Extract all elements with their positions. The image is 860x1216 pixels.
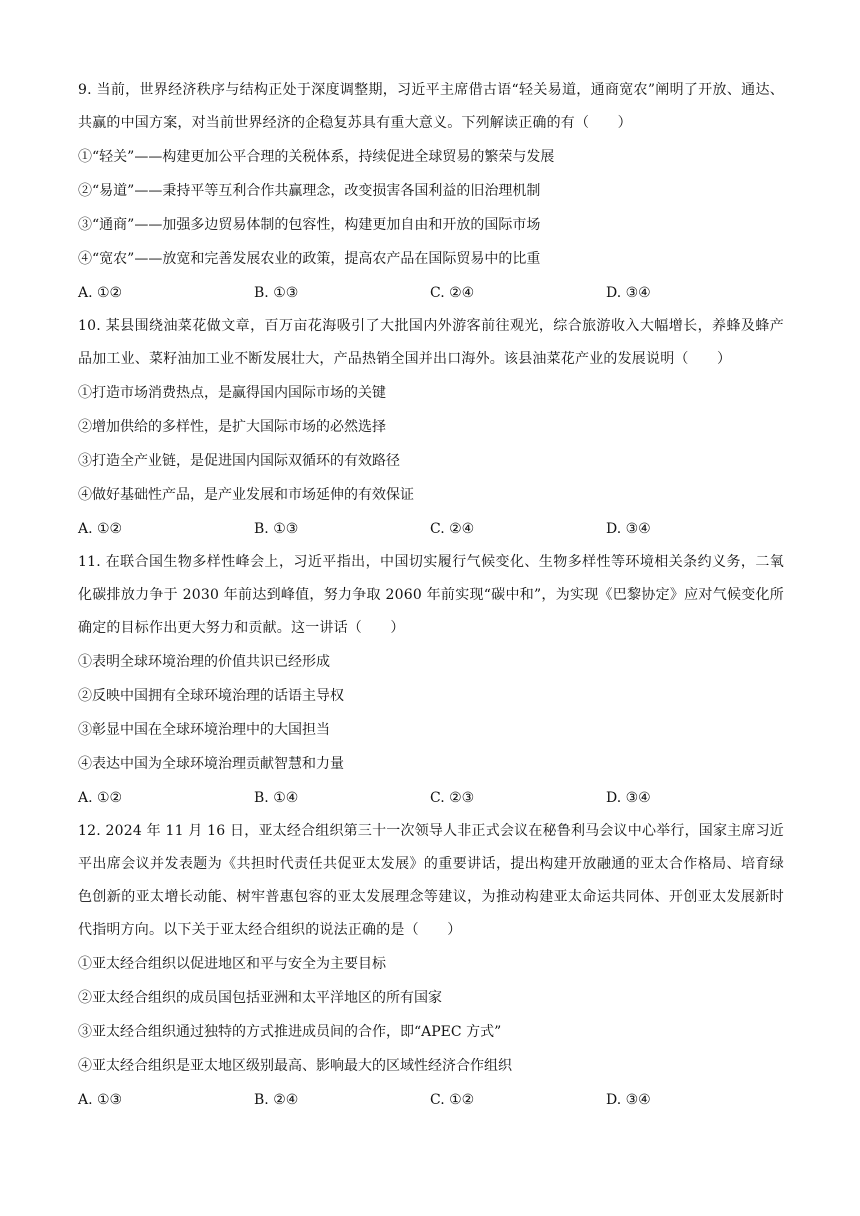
question-option: ①表明全球环境治理的价值共识已经形成	[78, 654, 330, 670]
answer-choice-c: C. ②③	[430, 790, 475, 806]
question-stem: 12. 2024 年 11 月 16 日，亚太经合组织第三十一次领导人非正式会议在秘鲁利马会议中心举行，国家主席习近平出席会议并发表题为《共担时代责任共促亚太发展》的重要讲话，提出构建开放融通的亚太合作格局、培育绿色创新的亚太增长动能、树牢普惠包容的亚太发展理念等建议，为推动构建亚太命运共同体、开创亚太发展新时代指明方向。以下关于亚太经合组织的说法正确的是（ ）	[78, 823, 784, 938]
answer-choice-c: C. ②④	[430, 285, 475, 301]
question-option: ②增加供给的多样性，是扩大国际市场的必然选择	[78, 419, 386, 435]
answer-choice-d: D. ③④	[606, 1092, 651, 1108]
question-option: ①“轻关”——构建更加公平合理的关税体系，持续促进全球贸易的繁荣与发展	[78, 149, 555, 165]
answer-choice-a: A. ①③	[78, 1092, 123, 1108]
question-option: ④“宽农”——放宽和完善发展农业的政策，提高农产品在国际贸易中的比重	[78, 251, 541, 267]
question-12	[78, 815, 784, 1117]
question-stem: 9. 当前，世界经济秩序与结构正处于深度调整期，习近平主席借古语“轻关易道，通商宽农”阐明了开放、通达、共赢的中国方案，对当前世界经济的企稳复苏具有重大意义。下列解读正确的有（ ）	[78, 82, 784, 131]
answer-choice-d: D. ③④	[606, 285, 651, 301]
question-option: ②“易道”——秉持平等互利合作共赢理念，改变损害各国利益的旧治理机制	[78, 183, 541, 199]
answer-choices	[78, 1083, 784, 1117]
answer-choice-a: A. ①②	[78, 285, 123, 301]
question-option: ②反映中国拥有全球环境治理的话语主导权	[78, 688, 344, 704]
answer-choice-a: A. ①②	[78, 790, 123, 806]
question-option: ①亚太经合组织以促进地区和平与安全为主要目标	[78, 956, 386, 972]
answer-choice-b: B. ①④	[254, 790, 299, 806]
question-option: ④做好基础性产品，是产业发展和市场延伸的有效保证	[78, 487, 414, 503]
question-option: ③打造全产业链，是促进国内国际双循环的有效路径	[78, 453, 400, 469]
answer-choice-c: C. ①②	[430, 1092, 475, 1108]
question-option: ①打造市场消费热点，是赢得国内国际市场的关键	[78, 385, 386, 401]
question-stem: 11. 在联合国生物多样性峰会上，习近平指出，中国切实履行气候变化、生物多样性等环境相关条约义务，二氧化碳排放力争于 2030 年前达到峰值，努力争取 2060 年前实现“碳中和”，为实现《巴黎协定》应对气候变化所确定的目标作出更大努力和贡献。这一讲话（ ）	[78, 554, 784, 636]
answer-choices	[78, 781, 784, 815]
question-option: ③亚太经合组织通过独特的方式推进成员间的合作，即“APEC 方式”	[78, 1024, 502, 1040]
answer-choice-a: A. ①②	[78, 521, 123, 537]
question-10	[78, 310, 784, 546]
answer-choice-b: B. ①③	[254, 521, 299, 537]
exam-page	[78, 74, 784, 1117]
answer-choice-d: D. ③④	[606, 521, 651, 537]
question-option: ②亚太经合组织的成员国包括亚洲和太平洋地区的所有国家	[78, 990, 442, 1006]
answer-choices	[78, 276, 784, 310]
question-option: ③彰显中国在全球环境治理中的大国担当	[78, 722, 330, 738]
answer-choice-d: D. ③④	[606, 790, 651, 806]
question-9	[78, 74, 784, 310]
answer-choice-b: B. ②④	[254, 1092, 299, 1108]
question-11	[78, 546, 784, 815]
question-option: ③“通商”——加强多边贸易体制的包容性，构建更加自由和开放的国际市场	[78, 217, 541, 233]
answer-choices	[78, 512, 784, 546]
answer-choice-c: C. ②④	[430, 521, 475, 537]
answer-choice-b: B. ①③	[254, 285, 299, 301]
question-option: ④表达中国为全球环境治理贡献智慧和力量	[78, 756, 344, 772]
question-option: ④亚太经合组织是亚太地区级别最高、影响最大的区域性经济合作组织	[78, 1058, 512, 1074]
question-stem: 10. 某县围绕油菜花做文章，百万亩花海吸引了大批国内外游客前往观光，综合旅游收入大幅增长，养蜂及蜂产品加工业、菜籽油加工业不断发展壮大，产品热销全国并出口海外。该县油菜花产业的发展说明（ ）	[78, 318, 784, 367]
